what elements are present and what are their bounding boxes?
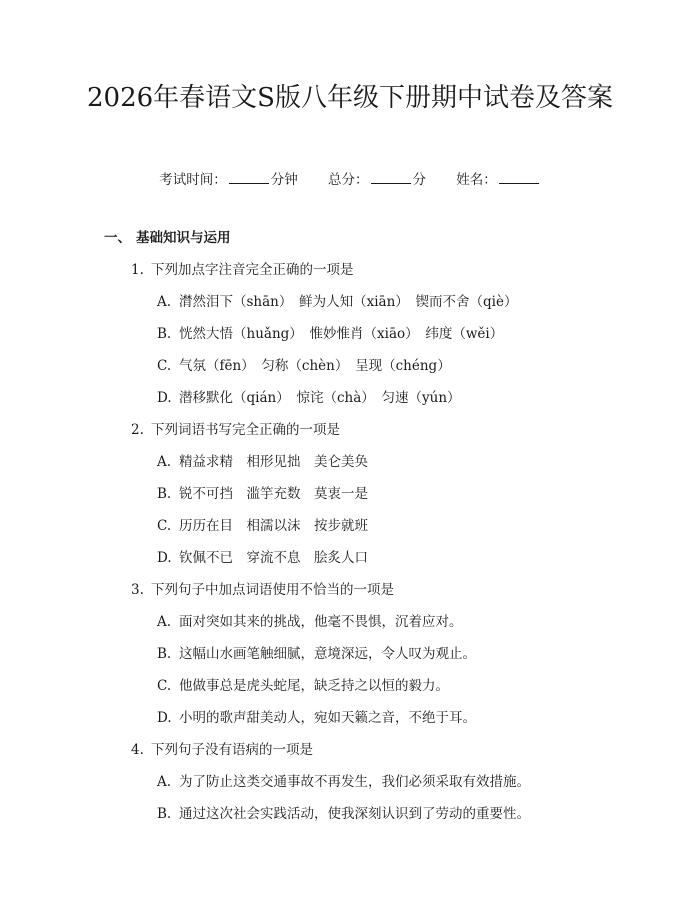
- option-text: 为了防止这类交通事故不再发生，我们必须采取有效措施。: [179, 774, 530, 790]
- option-letter: A.: [157, 454, 172, 470]
- section-number: 一、: [104, 230, 131, 246]
- question-2-option-a: [157, 452, 368, 472]
- question-text: 下列句子中加点词语使用不恰当的一项是: [151, 582, 394, 598]
- option-letter: A.: [157, 774, 172, 790]
- option-text: 气氛（fēn） 匀称（chèn） 呈现（chéng）: [179, 358, 451, 374]
- student-name: [456, 169, 541, 190]
- question-text: 下列加点字注音完全正确的一项是: [151, 262, 354, 278]
- exam-time: [159, 169, 298, 190]
- question-1: [131, 260, 354, 280]
- section-title: 基础知识与运用: [136, 230, 231, 246]
- exam-meta: [0, 169, 700, 190]
- option-letter: B.: [157, 646, 172, 662]
- total-score-blank: [371, 169, 411, 184]
- exam-time-blank: [229, 169, 269, 184]
- question-number: 4.: [131, 742, 144, 758]
- option-letter: B.: [157, 326, 172, 342]
- total-score: [328, 169, 426, 190]
- option-text: 锐不可挡 滥竽充数 莫衷一是: [179, 486, 368, 502]
- student-name-label: 姓名：: [456, 172, 497, 188]
- question-1-option-a: [157, 292, 518, 312]
- question-3-option-d: [157, 708, 476, 728]
- option-letter: B.: [157, 806, 172, 822]
- question-number: 3.: [131, 582, 144, 598]
- question-3-option-a: [157, 612, 463, 632]
- option-text: 这幅山水画笔触细腻，意境深远，令人叹为观止。: [179, 646, 476, 662]
- question-1-option-d: [157, 388, 461, 408]
- option-text: 他做事总是虎头蛇尾，缺乏持之以恒的毅力。: [179, 678, 449, 694]
- exam-time-unit: 分钟: [270, 172, 298, 188]
- question-4: [131, 740, 313, 760]
- option-text: 面对突如其来的挑战，他毫不畏惧，沉着应对。: [179, 614, 463, 630]
- question-3-option-c: [157, 676, 449, 696]
- option-text: 恍然大悟（huǎng） 惟妙惟肖（xiāo） 纬度（wěi）: [179, 326, 504, 342]
- student-name-blank: [499, 169, 539, 184]
- option-text: 潸然泪下（shān） 鲜为人知（xiān） 锲而不舍（qiè）: [179, 294, 518, 310]
- option-text: 潜移默化（qián） 惊诧（chà） 匀速（yún）: [179, 390, 461, 406]
- option-letter: B.: [157, 486, 172, 502]
- question-4-option-a: [157, 772, 530, 792]
- question-2: [131, 420, 340, 440]
- option-letter: A.: [157, 294, 172, 310]
- total-score-label: 总分：: [328, 172, 369, 188]
- question-text: 下列词语书写完全正确的一项是: [151, 422, 340, 438]
- question-2-option-c: [157, 516, 368, 536]
- option-text: 精益求精 相形见拙 美仑美奂: [179, 454, 368, 470]
- option-letter: C.: [157, 358, 172, 374]
- option-text: 小明的歌声甜美动人，宛如天籁之音，不绝于耳。: [179, 710, 476, 726]
- section-heading: [104, 228, 231, 248]
- option-text: 钦佩不已 穿流不息 脍炙人口: [179, 550, 368, 566]
- option-text: 历历在目 相濡以沫 按步就班: [179, 518, 368, 534]
- total-score-unit: 分: [412, 172, 426, 188]
- question-1-option-b: [157, 324, 503, 344]
- question-2-option-b: [157, 484, 368, 504]
- question-text: 下列句子没有语病的一项是: [151, 742, 313, 758]
- option-letter: D.: [157, 390, 172, 406]
- question-3: [131, 580, 394, 600]
- exam-time-label: 考试时间：: [159, 172, 227, 188]
- question-3-option-b: [157, 644, 476, 664]
- question-1-option-c: [157, 356, 451, 376]
- option-letter: C.: [157, 518, 172, 534]
- question-4-option-b: [157, 804, 530, 824]
- page-title: 2026年春语文S版八年级下册期中试卷及答案: [87, 83, 613, 113]
- option-letter: A.: [157, 614, 172, 630]
- question-number: 1.: [131, 262, 144, 278]
- question-2-option-d: [157, 548, 368, 568]
- option-letter: C.: [157, 678, 172, 694]
- option-text: 通过这次社会实践活动，使我深刻认识到了劳动的重要性。: [179, 806, 530, 822]
- option-letter: D.: [157, 710, 172, 726]
- option-letter: D.: [157, 550, 172, 566]
- question-number: 2.: [131, 422, 144, 438]
